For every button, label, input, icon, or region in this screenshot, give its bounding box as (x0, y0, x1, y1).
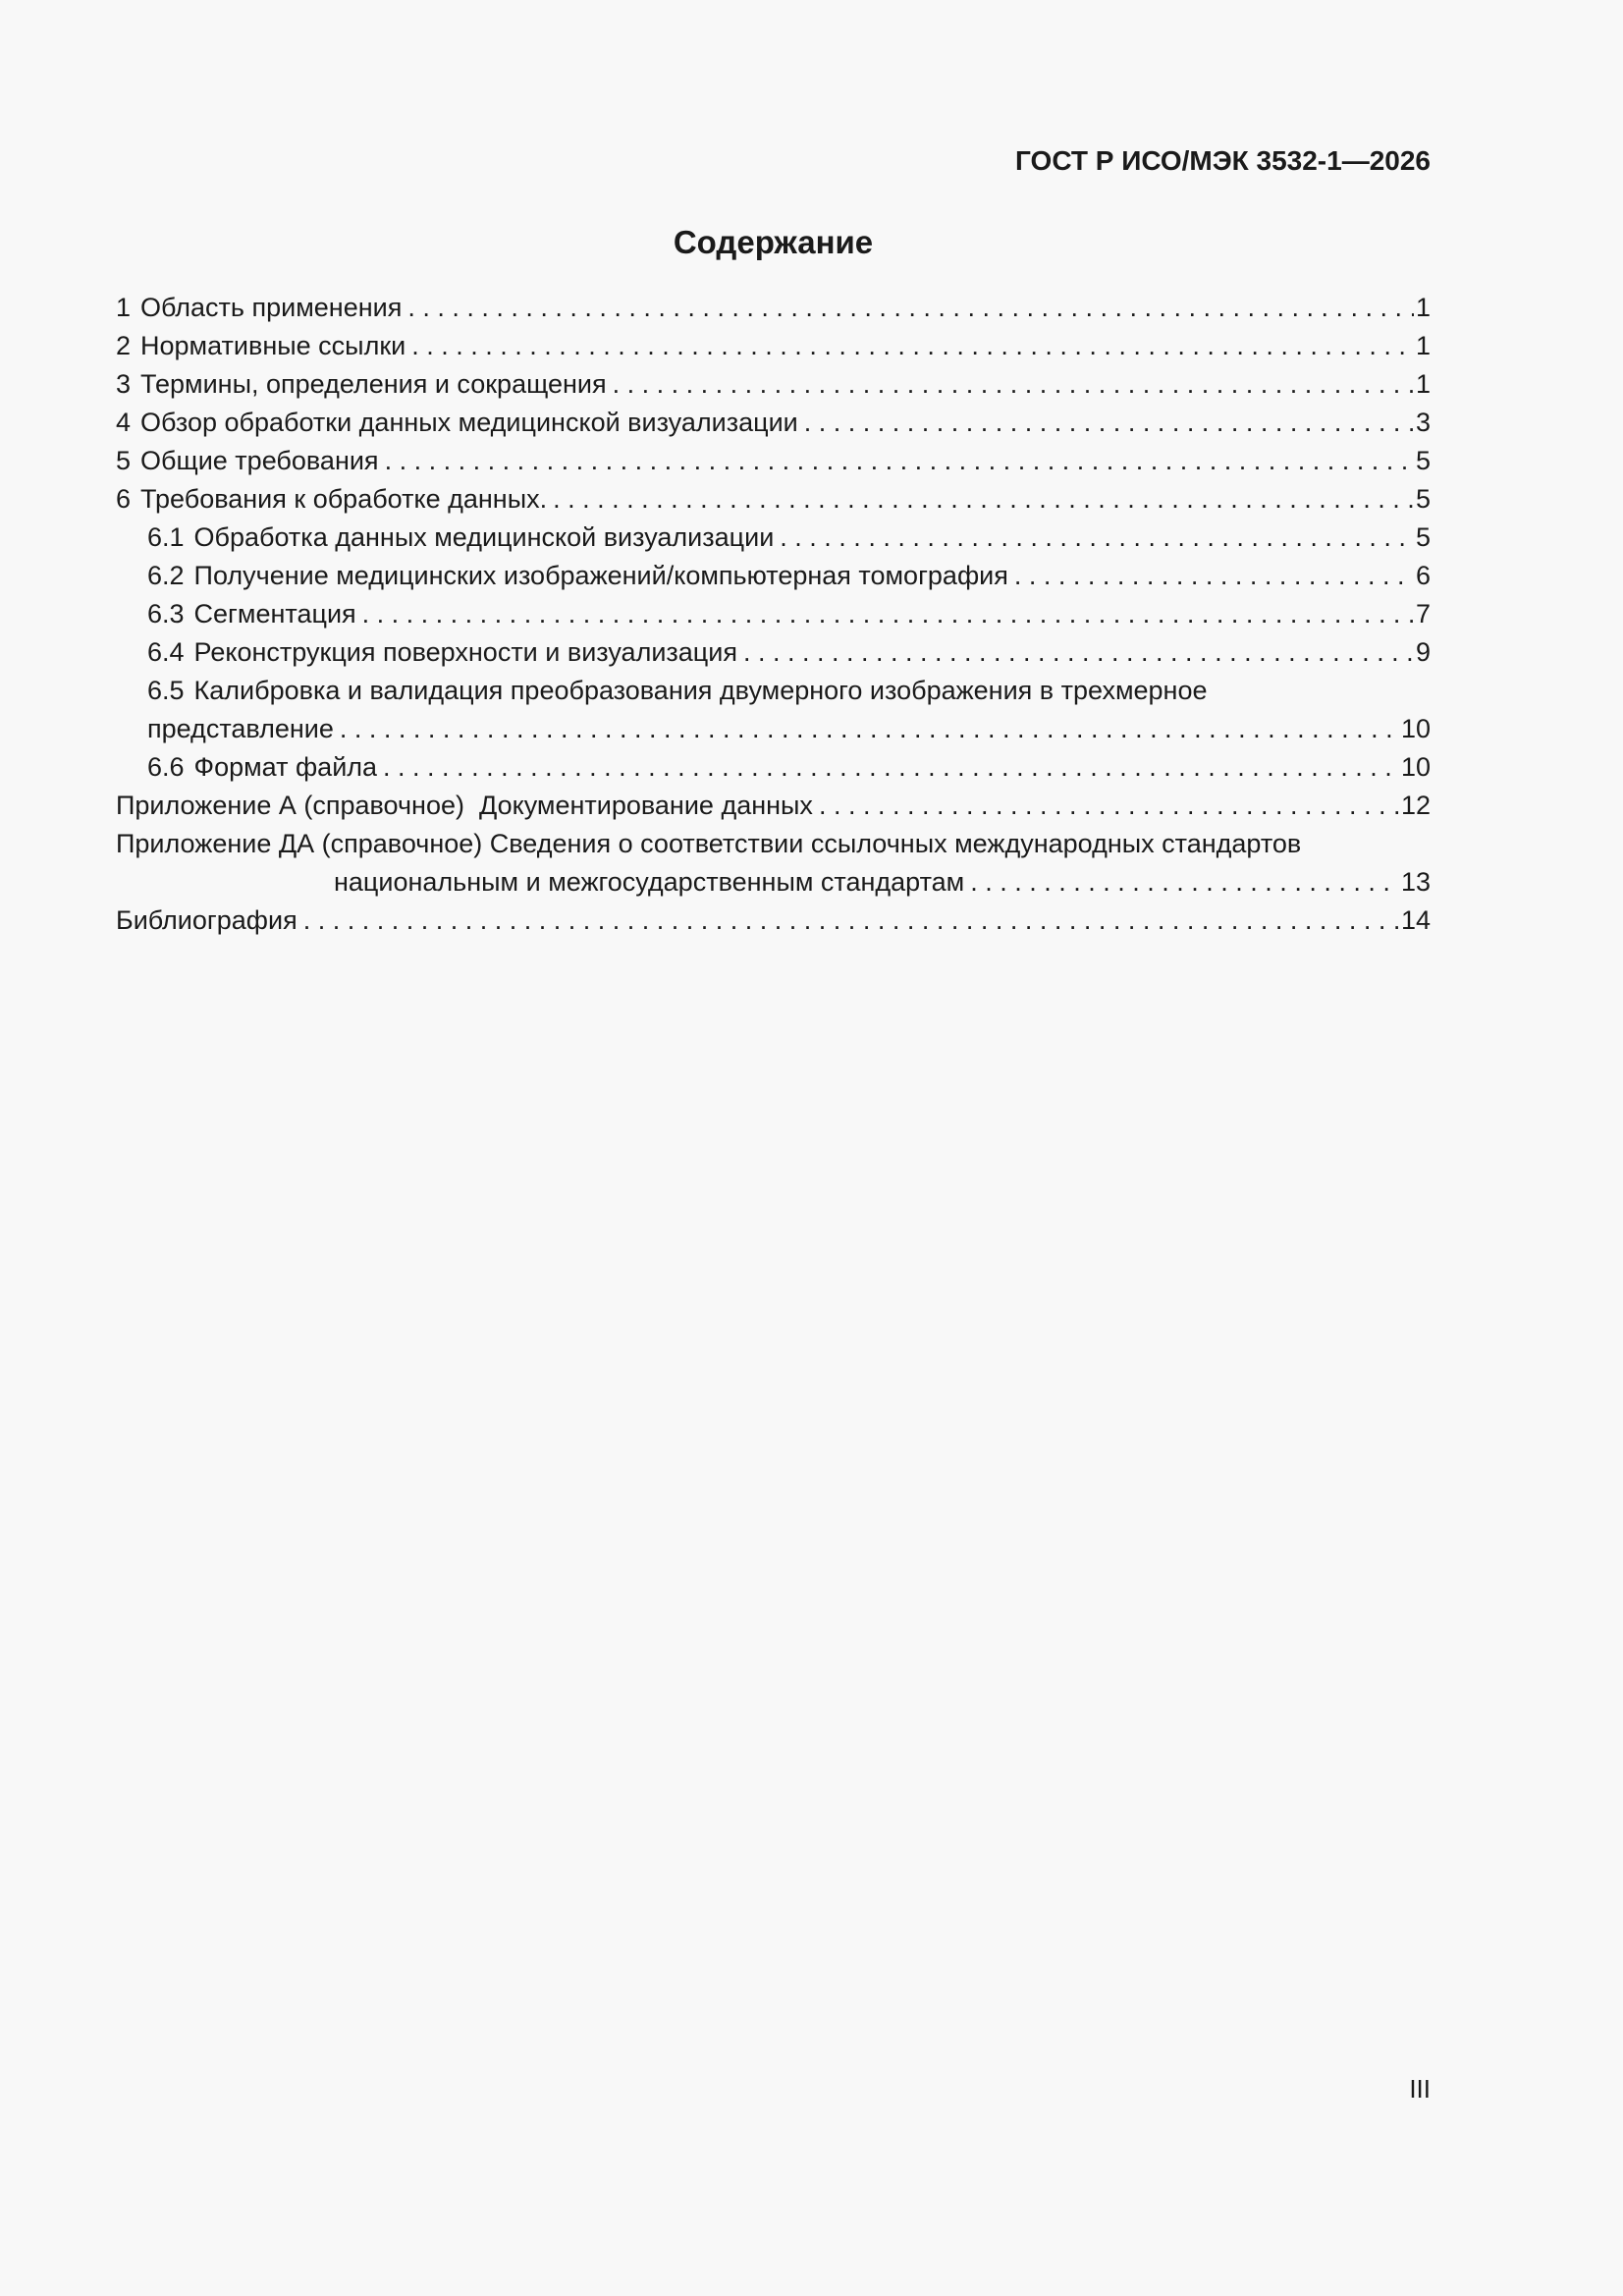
toc-entry-number: 6.4 (147, 637, 185, 667)
toc-entry-title: Термины, определения и сокращения (140, 369, 607, 399)
toc-entry-page: 3 (1415, 408, 1431, 437)
toc-entry-title: Приложение ДА (справочное) Сведения о соответствии ссылочных международных стандартов (116, 829, 1302, 858)
toc-entry-title-continued: представление (147, 714, 334, 743)
toc-entry[interactable] (116, 633, 1431, 672)
toc-entry-number: 6.2 (147, 561, 185, 590)
toc-leader-dots (340, 710, 1399, 748)
toc-leader-dots (1014, 557, 1414, 595)
toc-entry-title: Область применения (140, 293, 403, 322)
toc-entry[interactable] (116, 672, 1431, 710)
toc-entry-title-continued: национальным и межгосударственным стандартам (334, 867, 965, 897)
toc-entry[interactable] (116, 519, 1431, 557)
toc-leader-dots (970, 863, 1399, 902)
toc-entry[interactable] (116, 480, 1431, 519)
toc-entry-title: Калибровка и валидация преобразования двумерного изображения в трехмерное (193, 676, 1208, 705)
toc-leader-dots (411, 327, 1414, 365)
document-designation: ГОСТ Р ИСО/МЭК 3532-1—2026 (1015, 145, 1431, 176)
toc-leader-dots (613, 365, 1414, 404)
toc-leader-dots (385, 442, 1414, 480)
toc-entry-page: 12 (1400, 791, 1431, 820)
table-of-contents (116, 289, 1431, 940)
toc-entry-number: 6.5 (147, 676, 185, 705)
toc-title: Содержание (673, 224, 874, 260)
toc-entry-number: 4 (116, 408, 132, 437)
toc-entry-page: 10 (1400, 752, 1431, 782)
toc-leader-dots (819, 787, 1399, 825)
toc-entry-title: Приложение А (справочное) Документирование данных (116, 791, 813, 820)
toc-entry[interactable] (116, 289, 1431, 327)
toc-leader-dots (804, 404, 1414, 442)
toc-leader-dots (743, 633, 1414, 672)
toc-entry-appendix[interactable] (116, 825, 1431, 863)
toc-entry-number: 5 (116, 446, 132, 475)
toc-entry-continuation[interactable] (116, 863, 1431, 902)
toc-entry-page: 6 (1415, 561, 1431, 590)
toc-entry-continuation[interactable] (116, 710, 1431, 748)
toc-entry-page: 1 (1415, 369, 1431, 399)
toc-leader-dots (553, 480, 1414, 519)
toc-entry-page: 13 (1400, 867, 1431, 897)
toc-entry[interactable] (116, 595, 1431, 633)
toc-entry-page: 5 (1415, 446, 1431, 475)
toc-entry-page: 14 (1400, 905, 1431, 935)
toc-leader-dots (362, 595, 1414, 633)
toc-entry-page: 10 (1400, 714, 1431, 743)
page-number: III (1409, 2074, 1431, 2104)
toc-entry-page: 7 (1415, 599, 1431, 629)
toc-leader-dots (303, 902, 1399, 940)
toc-entry-number: 6 (116, 484, 132, 514)
toc-entry-page: 5 (1415, 522, 1431, 552)
toc-entry-title: Получение медицинских изображений/компьютерная томография (193, 561, 1008, 590)
toc-entry-page: 1 (1415, 331, 1431, 360)
toc-entry[interactable] (116, 327, 1431, 365)
toc-entry-title: Реконструкция поверхности и визуализация (193, 637, 737, 667)
toc-entry-bibliography[interactable] (116, 902, 1431, 940)
toc-entry[interactable] (116, 442, 1431, 480)
toc-entry-appendix[interactable] (116, 787, 1431, 825)
toc-entry-page: 9 (1415, 637, 1431, 667)
toc-entry-number: 2 (116, 331, 132, 360)
toc-entry-number: 1 (116, 293, 132, 322)
toc-entry-number: 6.3 (147, 599, 185, 629)
toc-entry-number: 6.1 (147, 522, 185, 552)
toc-entry-title: Общие требования (140, 446, 379, 475)
toc-entry-title: Формат файла (193, 752, 378, 782)
toc-leader-dots (407, 289, 1414, 327)
toc-entry-title: Обзор обработки данных медицинской визуализации (140, 408, 798, 437)
toc-entry-title: Нормативные ссылки (140, 331, 406, 360)
toc-entry-page: 5 (1415, 484, 1431, 514)
toc-entry[interactable] (116, 365, 1431, 404)
toc-entry[interactable] (116, 404, 1431, 442)
toc-leader-dots (383, 748, 1399, 787)
toc-entry[interactable] (116, 557, 1431, 595)
toc-entry-title: Сегментация (193, 599, 356, 629)
toc-entry[interactable] (116, 748, 1431, 787)
toc-entry-title: Библиография (116, 905, 298, 935)
toc-entry-title: Требования к обработке данных. (140, 484, 548, 514)
toc-entry-page: 1 (1415, 293, 1431, 322)
toc-leader-dots (780, 519, 1414, 557)
toc-entry-number: 6.6 (147, 752, 185, 782)
toc-entry-number: 3 (116, 369, 132, 399)
toc-entry-title: Обработка данных медицинской визуализации (193, 522, 775, 552)
